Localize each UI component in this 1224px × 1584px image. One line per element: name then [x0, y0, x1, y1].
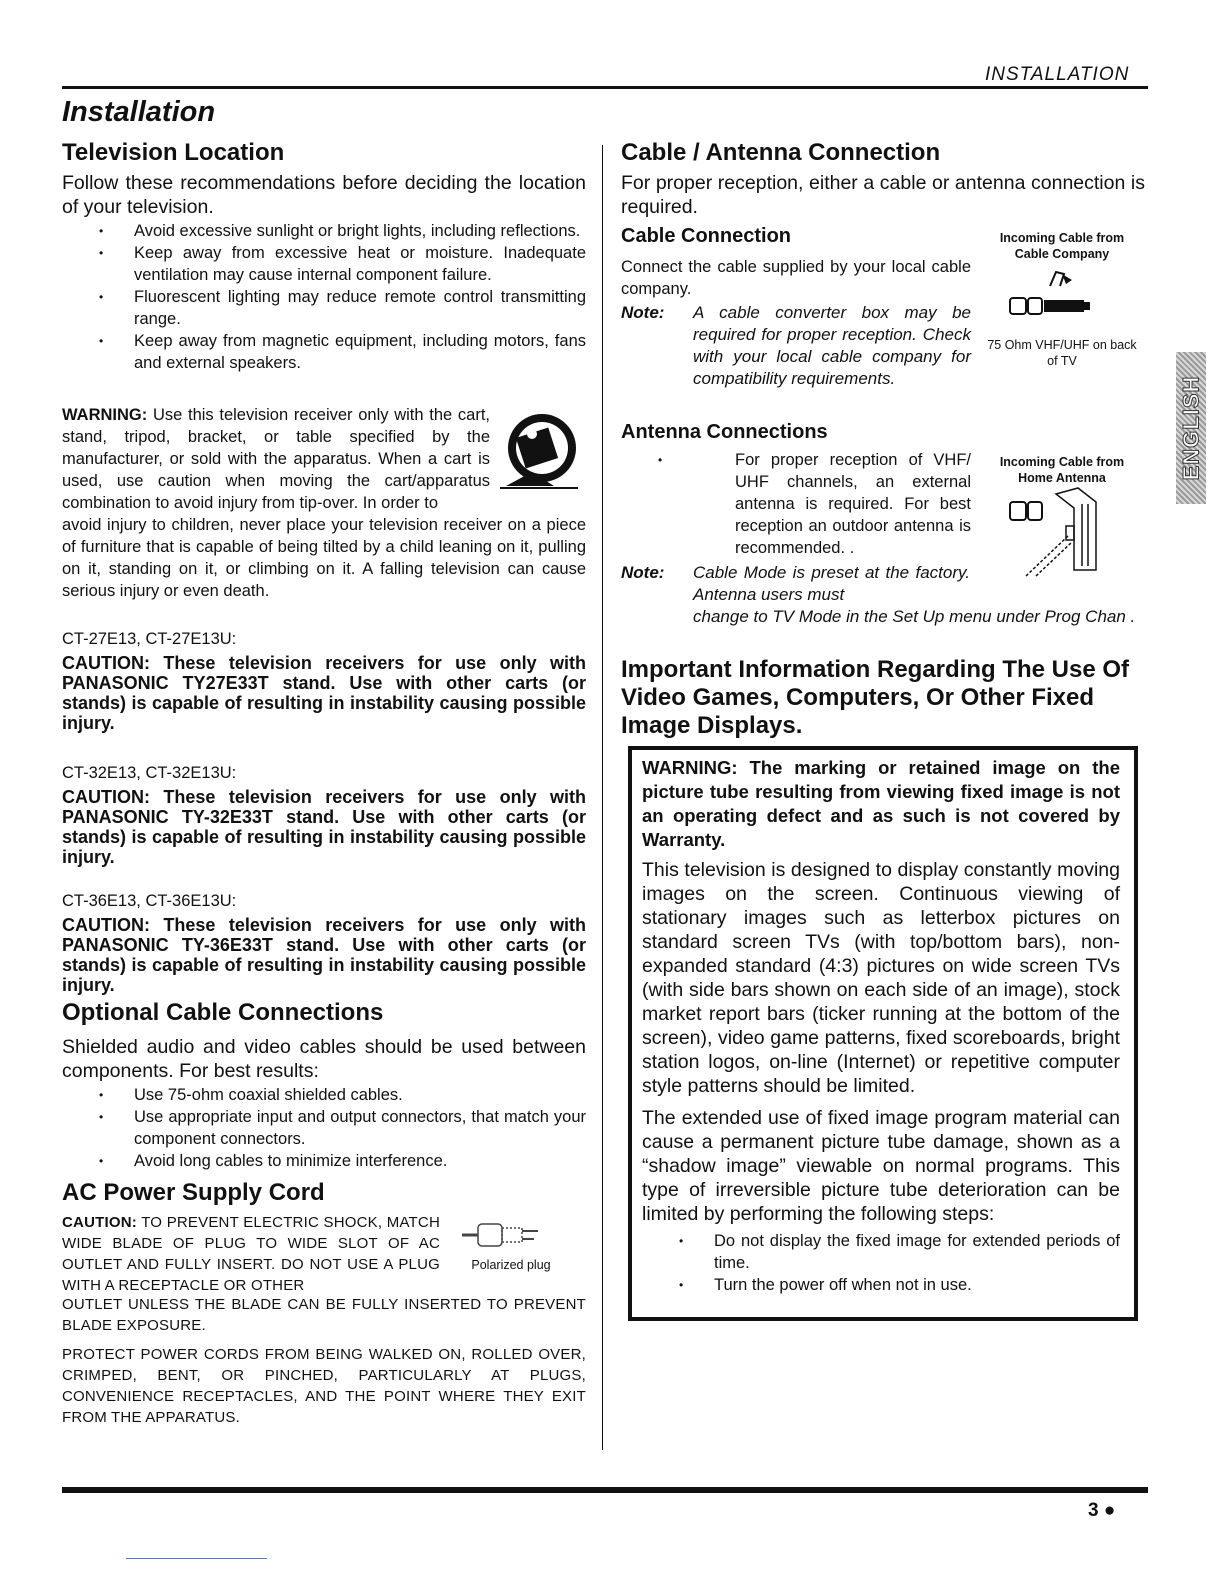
fixed-image-para-1: This television is designed to display constantly moving images on the screen. Continuous viewing of stationary images such as letterbox pictures on standard screen TVs (with top/bottom bars), non-expanded standard (4:3) pictures on wide screen TVs (with side bars shown on each side of an image), stock market report bars (ticker running at the bottom of the screen), video game patterns, fixed scoreboards, bright station logos, on-line (Internet) or repetitive computer style patterns should be limited.: [642, 859, 1120, 1097]
cable-connection: [621, 225, 971, 390]
page-bullet-icon: ●: [1103, 1500, 1116, 1521]
important-info-section: [621, 656, 1151, 740]
list-item: • For proper reception of VHF/ UHF channels, an external antenna is required. For best reception an outdoor antenna is recommended. .: [621, 449, 971, 559]
list-item: • Turn the power off when not in use.: [642, 1274, 1120, 1296]
list-item: • Use 75-ohm coaxial shielded cables.: [62, 1084, 586, 1106]
tv-location-list: [62, 220, 586, 374]
antenna-note-row-2: [621, 606, 1145, 628]
list-item: • Avoid excessive sunlight or bright lights, including reflections.: [62, 220, 586, 242]
ac-power-caution-text: CAUTION: TO PREVENT ELECTRIC SHOCK, MATCH WIDE BLADE OF PLUG TO WIDE SLOT OF AC OUTLET AND FULLY INSERT. DO NOT USE A PLUG WITH A RECEPTACLE OR OTHER: [62, 1214, 440, 1294]
fig1-bottom-caption: 75 Ohm VHF/UHF on back of TV: [987, 338, 1137, 368]
cable-note-text: A cable converter box may be required for proper reception. Check with your local cable company for compatibility requirements.: [693, 303, 971, 388]
cart-tipover-icon: [496, 408, 580, 495]
list-item: • Keep away from magnetic equipment, including motors, fans and external speakers.: [62, 330, 586, 374]
list-item: • Fluorescent lighting may reduce remote control transmitting range.: [62, 286, 586, 330]
antenna-note-text-1: Cable Mode is preset at the factory. Antenna users must: [693, 563, 970, 604]
page-number: 3 ●: [1088, 1500, 1116, 1521]
page-title: Installation: [62, 96, 216, 128]
warning-label: WARNING:: [62, 406, 148, 424]
caution-block-36: [62, 890, 586, 995]
optional-cable-section: [62, 999, 586, 1172]
tv-location-intro: Follow these recommendations before deciding the location of your television.: [62, 172, 586, 218]
coax-connector-icon: [986, 262, 1138, 332]
ac-power-section: [62, 1179, 586, 1207]
note-label: Note:: [621, 563, 665, 582]
cart-warning-text-2: avoid injury to children, never place your television receiver on a piece of furniture that is capable of being tilted by a child leaning on it, pulling on it, standing on it, or climbing on it. A falling television can cause serious injury or even death.: [62, 516, 586, 600]
cable-antenna-heading: Cable / Antenna Connection: [621, 139, 941, 166]
optional-cable-intro: Shielded audio and video cables should be used between components. For best results:: [62, 1036, 586, 1082]
optional-cable-list: [62, 1084, 586, 1172]
antenna-note: [621, 562, 1145, 628]
antenna-note-row: [621, 562, 1145, 606]
polarized-plug-icon: [458, 1218, 564, 1252]
optional-cable-heading: Optional Cable Connections: [62, 999, 384, 1026]
caution-block-27: [62, 628, 586, 733]
fixed-image-warning: WARNING: The marking or retained image on the picture tube resulting from viewing fixed image is not an operating defect and as such is not covered by Warranty.: [642, 757, 1120, 850]
cart-warning-text-1: WARNING: Use this television receiver only with the cart, stand, tripod, bracket, or table specified by the manufacturer, or sold with the apparatus. When a cart is used, use caution when moving the cart/apparatus combination to avoid injury from tip-over. In order to: [62, 406, 490, 512]
ac-power-heading: AC Power Supply Cord: [62, 1179, 325, 1206]
ac-power-caution-cont: [62, 1294, 586, 1428]
language-tab: [1176, 352, 1206, 504]
caution-block-32: [62, 762, 586, 867]
link-underline: [126, 1558, 267, 1559]
antenna-heading: Antenna Connections: [621, 421, 828, 443]
antenna-connections: [621, 421, 981, 559]
tv-location-section: [62, 139, 586, 374]
list-item: • Avoid long cables to minimize interference.: [62, 1150, 586, 1172]
caution-text: CAUTION: These television receivers for use only with PANASONIC TY-32E33T stand. Use with other carts (or stands) is capable of resulting in instability causing possible injury.: [62, 787, 586, 867]
list-item: • Use appropriate input and output connectors, that match your component connectors.: [62, 1106, 586, 1150]
bottom-rule: [62, 1487, 1148, 1493]
caution-models: CT-27E13, CT-27E13U:: [62, 630, 237, 648]
cart-warning-cont: [62, 514, 586, 602]
important-heading: Important Information Regarding The Use Of Video Games, Computers, Or Other Fixed Image Displays.: [621, 656, 1130, 739]
list-item: • Do not display the fixed image for extended periods of time.: [642, 1230, 1120, 1274]
ac-power-caution: [62, 1212, 440, 1296]
caution-models: CT-32E13, CT-32E13U:: [62, 764, 237, 782]
caution-text: CAUTION: These television receivers for use only with PANASONIC TY-36E33T stand. Use with other carts (or stands) is capable of resulting in instability causing possible injury.: [62, 915, 586, 995]
top-rule: [62, 86, 1148, 89]
cable-note: [621, 302, 971, 390]
polarized-plug-figure: [458, 1218, 564, 1273]
cable-antenna-intro: For proper reception, either a cable or antenna connection is required.: [621, 172, 1145, 218]
note-label: Note:: [621, 303, 665, 322]
antenna-list: [621, 449, 971, 559]
cable-connection-text: Connect the cable supplied by your local cable company.: [621, 258, 971, 298]
language-tab-label: ENGLISH: [1178, 375, 1204, 481]
cart-warning: [62, 404, 490, 514]
fixed-image-warning-box: [628, 746, 1138, 1321]
cable-figure: [986, 230, 1138, 369]
caution-label: CAUTION:: [62, 1214, 137, 1231]
caution-text: CAUTION: These television receivers for use only with PANASONIC TY27E33T stand. Use with other carts (or stands) is capable of resulting in instability causing possible injury.: [62, 653, 586, 733]
column-divider: [602, 145, 603, 1450]
fixed-image-para-2: The extended use of fixed image program material can cause a permanent picture tube damage, shown as a “shadow image” viewable on normal programs. This type of irreversible picture tube deterioration can be limited by performing the following steps:: [642, 1107, 1120, 1225]
fig1-top-caption: Incoming Cable from Cable Company: [999, 231, 1125, 261]
plug-caption: Polarized plug: [471, 1258, 551, 1272]
tv-location-heading: Television Location: [62, 139, 285, 166]
ac-power-caution-text-2: OUTLET UNLESS THE BLADE CAN BE FULLY INSERTED TO PREVENT BLADE EXPOSURE.: [62, 1296, 586, 1334]
protect-cords-text: PROTECT POWER CORDS FROM BEING WALKED ON, ROLLED OVER, CRIMPED, BENT, OR PINCHED, PARTICULARLY AT PLUGS, CONVENIENCE RECEPTACLES, AND THE POINT WHERE THEY EXIT FROM THE APPARATUS.: [62, 1346, 586, 1426]
fig2-top-caption: Incoming Cable from Home Antenna: [999, 455, 1125, 485]
cable-antenna-section: [621, 139, 1145, 219]
antenna-note-text-2: change to TV Mode in the Set Up menu under Prog Chan .: [693, 607, 1136, 626]
list-item: • Keep away from excessive heat or moisture. Inadequate ventilation may cause internal component failure.: [62, 242, 586, 286]
caution-models: CT-36E13, CT-36E13U:: [62, 892, 237, 910]
cable-connection-heading: Cable Connection: [621, 225, 792, 247]
fixed-image-list: [642, 1230, 1120, 1296]
section-header: INSTALLATION: [985, 64, 1130, 85]
